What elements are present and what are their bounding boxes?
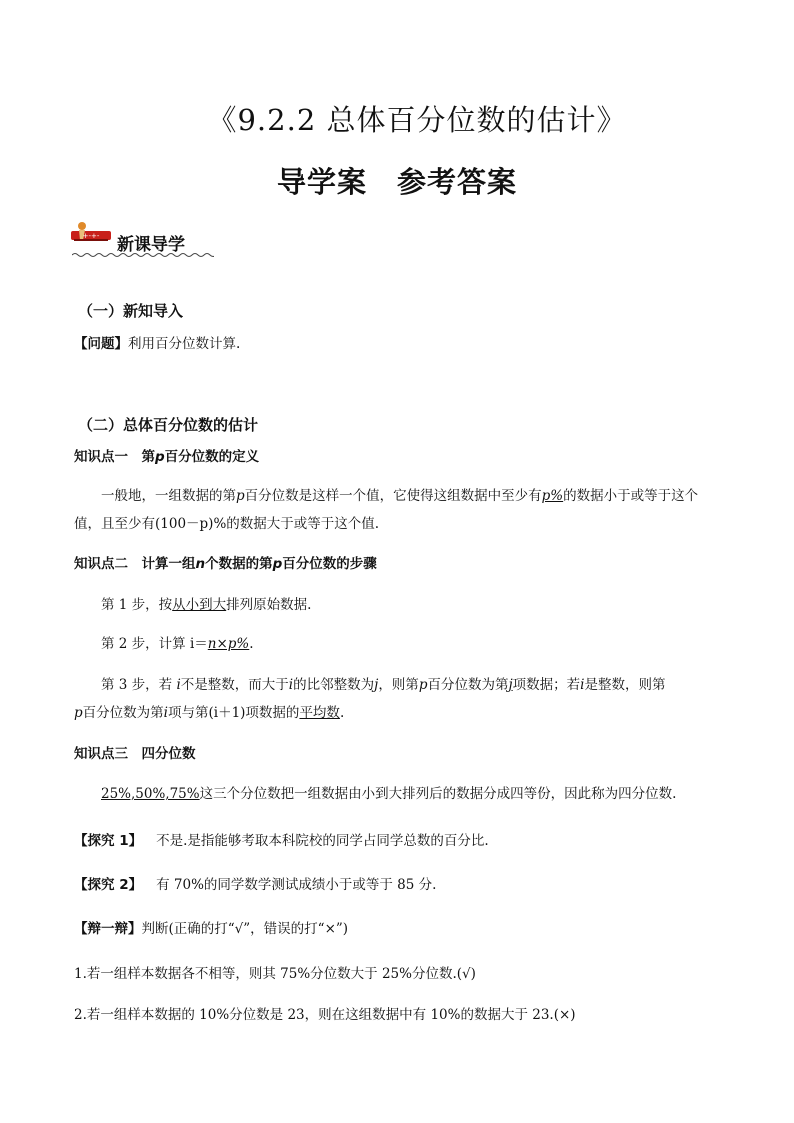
kp2-step3-line2: p百分位数为第i项与第(i＋1)项数据的平均数. bbox=[74, 705, 345, 721]
kp3-text: 25%,50%,75%这三个分位数把一组数据由小到大排列后的数据分成四等份，因此称为四分位数. bbox=[101, 786, 677, 802]
explore2-line bbox=[74, 873, 436, 893]
kp2-heading: 知识点二 计算一组n个数据的第p百分位数的步骤 bbox=[74, 556, 377, 572]
explore1-line bbox=[74, 829, 489, 849]
lesson-banner-icon bbox=[70, 218, 112, 246]
kp2-step3-line1: 第 3 步，若 i不是整数，而大于i的比邻整数为j，则第p百分位数为第j项数据；若i是整数，则第 bbox=[101, 677, 666, 693]
kp1-label-end: 百分位数的定义 bbox=[164, 449, 260, 465]
svg-text:+-+-: +-+- bbox=[82, 232, 100, 240]
debate-line bbox=[74, 917, 348, 937]
kp1-line1: 一般地，一组数据的第p百分位数是这样一个值，它使得这组数据中至少有p%的数据小于或等于这个 bbox=[101, 488, 699, 504]
banner-wavy-underline bbox=[72, 252, 214, 258]
debate-tag: 【辩一辩】 bbox=[74, 921, 142, 937]
kp2-step2: 第 2 步，计算 i＝n×p%. bbox=[101, 636, 254, 652]
explore2-tag: 【探究 2】 bbox=[74, 877, 143, 893]
document-title: 《9.2.2 总体百分位数的估计》 bbox=[207, 103, 627, 137]
explore2-text: 有 70%的同学数学测试成绩小于或等于 85 分. bbox=[156, 877, 437, 893]
section-heading-estimate: （二）总体百分位数的估计 bbox=[78, 416, 259, 434]
kp1-var: p bbox=[155, 449, 165, 465]
judgement-item-1: 1.若一组样本数据各不相等，则其 75%分位数大于 25%分位数.(√) bbox=[74, 966, 476, 982]
problem-text: 利用百分位数计算. bbox=[128, 336, 241, 352]
lesson-banner-label: 新课导学 bbox=[117, 235, 185, 255]
problem-line bbox=[74, 332, 240, 352]
judgement-item-2: 2.若一组样本数据的 10%分位数是 23，则在这组数据中有 10%的数据大于 23.(×) bbox=[74, 1007, 576, 1023]
document-subtitle: 导学案 参考答案 bbox=[276, 165, 517, 199]
section-heading-intro: （一）新知导入 bbox=[78, 302, 184, 320]
kp1-label: 知识点一 第 bbox=[74, 449, 155, 465]
kp1-line2: 值，且至少有(100－p)%的数据大于或等于这个值. bbox=[74, 516, 380, 532]
debate-text: 判断(正确的打“√”，错误的打“×”) bbox=[141, 921, 349, 937]
problem-tag: 【问题】 bbox=[74, 336, 128, 352]
kp1-heading bbox=[74, 445, 259, 465]
explore1-tag: 【探究 1】 bbox=[74, 833, 143, 849]
kp3-heading: 知识点三 四分位数 bbox=[74, 746, 196, 762]
kp2-step1: 第 1 步，按从小到大排列原始数据. bbox=[101, 597, 312, 613]
explore1-text: 不是.是指能够考取本科院校的同学占同学总数的百分比. bbox=[156, 833, 489, 849]
